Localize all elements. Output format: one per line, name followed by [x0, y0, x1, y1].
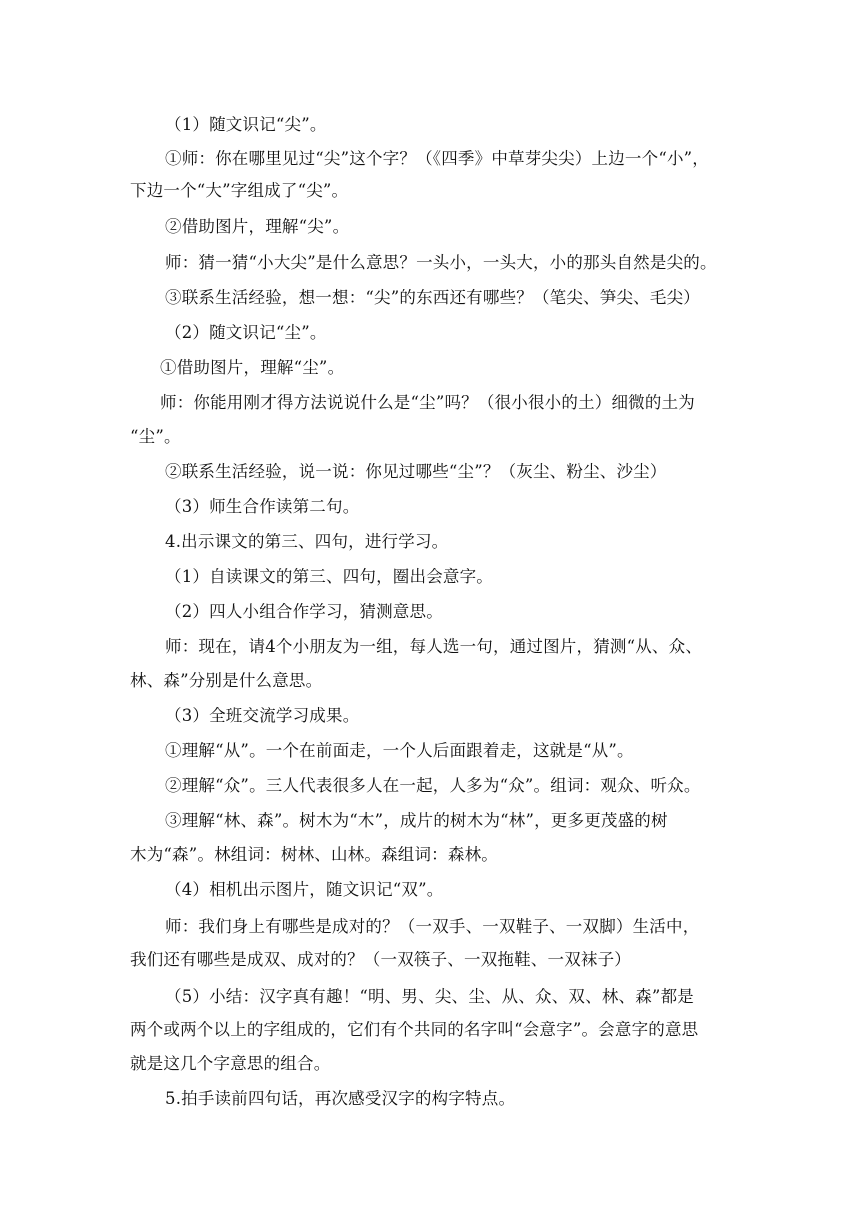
subheading-2: （2）随文识记“尘”。 — [165, 323, 327, 342]
paragraph-line: 两个或两个以上的字组成的，它们有个共同的名字叫“会意字”。会意字的意思 — [130, 1020, 699, 1039]
paragraph-line: （2）四人小组合作学习，猜测意思。 — [165, 602, 443, 621]
paragraph-line: ①理解“从”。一个在前面走，一个人后面跟着走，这就是“从”。 — [165, 741, 634, 760]
paragraph-line: 师：你能用刚才得方法说说什么是“尘”吗？（很小很小的土）细微的土为 — [160, 393, 695, 412]
section-heading-5: 5.拍手读前四句话，再次感受汉字的构字特点。 — [165, 1089, 516, 1108]
paragraph-line: ②借助图片，理解“尖”。 — [165, 217, 350, 236]
paragraph-line: 师：我们身上有哪些是成对的？（一双手、一双鞋子、一双脚）生活中， — [165, 917, 700, 936]
section-heading-4: 4.出示课文的第三、四句，进行学习。 — [165, 532, 449, 551]
paragraph-line: （3）全班交流学习成果。 — [165, 706, 360, 725]
subheading-3: （3）师生合作读第二句。 — [165, 497, 360, 516]
paragraph-line: 我们还有哪些是成双、成对的？（一双筷子、一双拖鞋、一双袜子） — [130, 950, 631, 969]
paragraph-line: 师：猜一猜“小大尖”是什么意思？一头小，一头大，小的那头自然是尖的。 — [165, 253, 717, 272]
paragraph-line: （4）相机出示图片，随文识记“双”。 — [165, 880, 444, 899]
paragraph-line: 木为“森”。林组词：树林、山林。森组词：森林。 — [130, 845, 498, 864]
paragraph-line: ③联系生活经验，想一想：“尖”的东西还有哪些？（笔尖、笋尖、毛尖） — [165, 288, 700, 307]
paragraph-line: （1）自读课文的第三、四句，圈出会意字。 — [165, 567, 493, 586]
paragraph-line: ①借助图片，理解“尘”。 — [160, 358, 345, 377]
paragraph-line: 师：现在，请4个小朋友为一组，每人选一句，通过图片，猜测“从、众、 — [165, 637, 703, 656]
paragraph-line: ①师：你在哪里见过“尖”这个字？（《四季》中草芽尖尖）上边一个“小”， — [165, 149, 709, 168]
paragraph-line: 下边一个“大”字组成了“尖”。 — [130, 181, 349, 200]
paragraph-line: 就是这几个字意思的组合。 — [130, 1054, 331, 1073]
subheading-1: （1）随文识记“尖”。 — [165, 115, 327, 134]
paragraph-line: ③理解“林、森”。树木为“木”，成片的树木为“林”，更多更茂盛的树 — [165, 811, 668, 830]
paragraph-line: （5）小结：汉字真有趣！“明、男、尖、尘、从、众、双、林、森”都是 — [165, 987, 694, 1006]
paragraph-line: 林、森”分别是什么意思。 — [130, 671, 323, 690]
paragraph-line: ②理解“众”。三人代表很多人在一起，人多为“众”。组词：观众、听众。 — [165, 776, 701, 795]
paragraph-line: ②联系生活经验，说一说：你见过哪些“尘”？（灰尘、粉尘、沙尘） — [165, 462, 667, 481]
paragraph-line: “尘”。 — [130, 427, 181, 446]
